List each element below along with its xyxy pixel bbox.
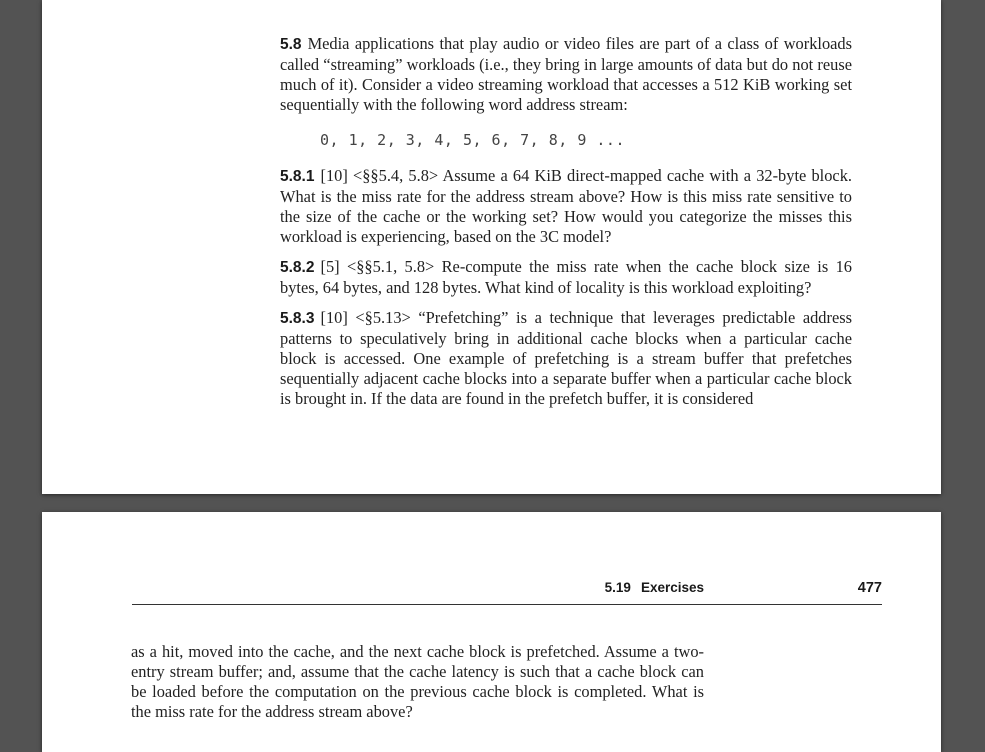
page-number: 477 (857, 580, 882, 596)
problem-number: 5.8 (280, 36, 302, 53)
subproblem-text: [10] <§5.13> “Prefetching” is a technique that leverages predictable address patterns to speculatively bring in additional cache blocks when a particular cache block is accessed. One example of prefetching is a stream buffer that prefetches sequentially adjacent cache blocks into a separate buffer when a particular cache block is brought in. If the data are found in the prefetch buffer, it is considered (280, 308, 852, 408)
subproblem-text: [5] <§§5.1, 5.8> Re-compute the miss rate when the cache block size is 16 bytes, 64 bytes, and 128 bytes. What kind of locality is this workload exploiting? (280, 257, 852, 297)
subproblem-number: 5.8.1 (280, 168, 315, 185)
problem-text: Media applications that play audio or video files are part of a class of workloads called “streaming” workloads (i.e., they bring in large amounts of data but do not reuse much of it). Consider a video streaming workload that accesses a 512 KiB working set sequentially with the following word address stream: (280, 34, 852, 114)
section-title: Exercises (640, 580, 704, 595)
subproblem-5-8-1 (280, 166, 852, 247)
exercise-5-8 (280, 34, 852, 419)
continued-paragraph: as a hit, moved into the cache, and the next cache block is prefetched. Assume a two-entry stream buffer; and, assume that the cache latency is such that a cache block can be loaded before the computation on the previous cache block is completed. What is the miss rate for the address stream above? (131, 642, 704, 721)
section-number: 5.19 (604, 580, 631, 595)
subproblem-text: [10] <§§5.4, 5.8> Assume a 64 KiB direct-mapped cache with a 32-byte block. What is the miss rate for the address stream above? How is this miss rate sensitive to the size of the cache or the working set? How would you categorize the misses this workload is experiencing, based on the 3C model? (280, 166, 852, 246)
running-head (132, 580, 882, 605)
subproblem-5-8-3 (280, 308, 852, 409)
subproblem-number: 5.8.3 (280, 310, 315, 327)
pdf-page-477 (42, 512, 941, 752)
problem-5-8-paragraph (280, 34, 852, 115)
pdf-page-476 (42, 0, 941, 494)
word-address-stream: 0, 1, 2, 3, 4, 5, 6, 7, 8, 9 ... (320, 131, 625, 149)
subproblem-number: 5.8.2 (280, 259, 315, 276)
running-head-title (605, 580, 704, 595)
subproblem-5-8-2 (280, 257, 852, 298)
